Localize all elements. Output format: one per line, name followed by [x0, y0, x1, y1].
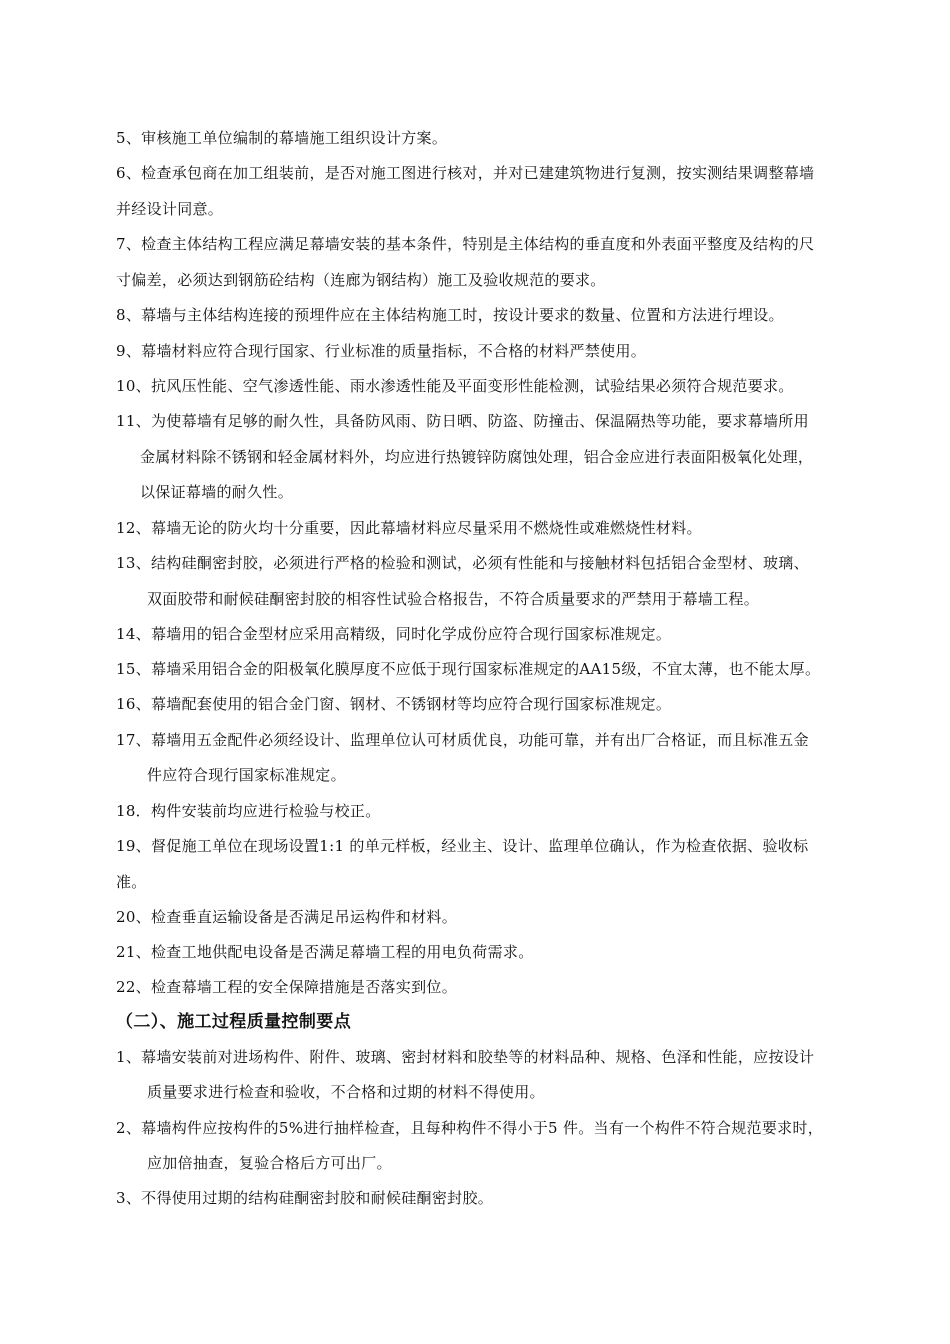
- paragraph-line: 9、幕墙材料应符合现行国家、行业标准的质量指标，不合格的材料严禁使用。: [116, 342, 647, 360]
- paragraph-line: 10、抗风压性能、空气渗透性能、雨水渗透性能及平面变形性能检测，试验结果必须符合规范要求。: [116, 377, 794, 395]
- paragraph-line: 8、幕墙与主体结构连接的预埋件应在主体结构施工时，按设计要求的数量、位置和方法进行埋设。: [116, 306, 784, 324]
- paragraph-line: 准。: [116, 873, 147, 891]
- paragraph-line: 21、检查工地供配电设备是否满足幕墙工程的用电负荷需求。: [116, 943, 534, 961]
- paragraph-line: 16、幕墙配套使用的铝合金门窗、钢材、不锈钢材等均应符合现行国家标准规定。: [116, 695, 672, 713]
- paragraph-line: 件应符合现行国家标准规定。: [147, 766, 346, 784]
- paragraph-line: 6、检查承包商在加工组装前，是否对施工图进行核对，并对已建建筑物进行复测，按实测结果调整幕墙: [116, 164, 815, 182]
- paragraph-line: 双面胶带和耐候硅酮密封胶的相容性试验合格报告，不符合质量要求的严禁用于幕墙工程。: [147, 590, 760, 608]
- paragraph-line: 15、幕墙采用铝合金的阳极氧化膜厚度不应低于现行国家标准规定的AA15级，不宜太薄，也不能太厚。: [116, 660, 821, 678]
- paragraph-line: 寸偏差，必须达到钢筋砼结构（连廊为钢结构）施工及验收规范的要求。: [116, 271, 606, 289]
- paragraph-line: 17、幕墙用五金配件必须经设计、监理单位认可材质优良，功能可靠，并有出厂合格证，而且标准五金: [116, 731, 809, 749]
- paragraph-line: 13、结构硅酮密封胶，必须进行严格的检验和测试，必须有性能和与接触材料包括铝合金型材、玻璃、: [116, 554, 809, 572]
- paragraph-line: 金属材料除不锈钢和轻金属材料外，均应进行热镀锌防腐蚀处理，铝合金应进行表面阳极氧化处理，: [140, 448, 814, 466]
- paragraph-line: 12、幕墙无论的防火均十分重要，因此幕墙材料应尽量采用不燃烧性或难燃烧性材料。: [116, 519, 702, 537]
- paragraph-line: 22、检查幕墙工程的安全保障措施是否落实到位。: [116, 978, 457, 996]
- paragraph-line: 应加倍抽查，复验合格后方可出厂。: [147, 1154, 392, 1172]
- paragraph-line: 并经设计同意。: [116, 200, 224, 218]
- paragraph-line: 14、幕墙用的铝合金型材应采用高精级，同时化学成份应符合现行国家标准规定。: [116, 625, 672, 643]
- paragraph-line: 以保证幕墙的耐久性。: [140, 483, 294, 501]
- paragraph-line: 2、幕墙构件应按构件的5%进行抽样检查，且每种构件不得小于5 件。当有一个构件不符合规范要求时，: [116, 1119, 824, 1137]
- paragraph-line: 1、幕墙安装前对进场构件、附件、玻璃、密封材料和胶垫等的材料品种、规格、色泽和性能，应按设计: [116, 1048, 815, 1066]
- paragraph-line: 7、检查主体结构工程应满足幕墙安装的基本条件，特别是主体结构的垂直度和外表面平整度及结构的尺: [116, 235, 815, 253]
- paragraph-line: 质量要求进行检查和验收，不合格和过期的材料不得使用。: [147, 1083, 545, 1101]
- paragraph-line: 3、不得使用过期的结构硅酮密封胶和耐候硅酮密封胶。: [116, 1189, 494, 1207]
- section-heading: （二）、施工过程质量控制要点: [116, 1012, 352, 1032]
- paragraph-line: 18．构件安装前均应进行检验与校正。: [116, 802, 381, 820]
- paragraph-line: 11、为使幕墙有足够的耐久性，具备防风雨、防日晒、防盗、防撞击、保温隔热等功能，要求幕墙所用: [116, 412, 809, 430]
- paragraph-line: 20、检查垂直运输设备是否满足吊运构件和材料。: [116, 908, 457, 926]
- paragraph-line: 5、审核施工单位编制的幕墙施工组织设计方案。: [116, 129, 448, 147]
- paragraph-line: 19、督促施工单位在现场设置1:1 的单元样板，经业主、设计、监理单位确认，作为检查依据、验收标: [116, 837, 809, 855]
